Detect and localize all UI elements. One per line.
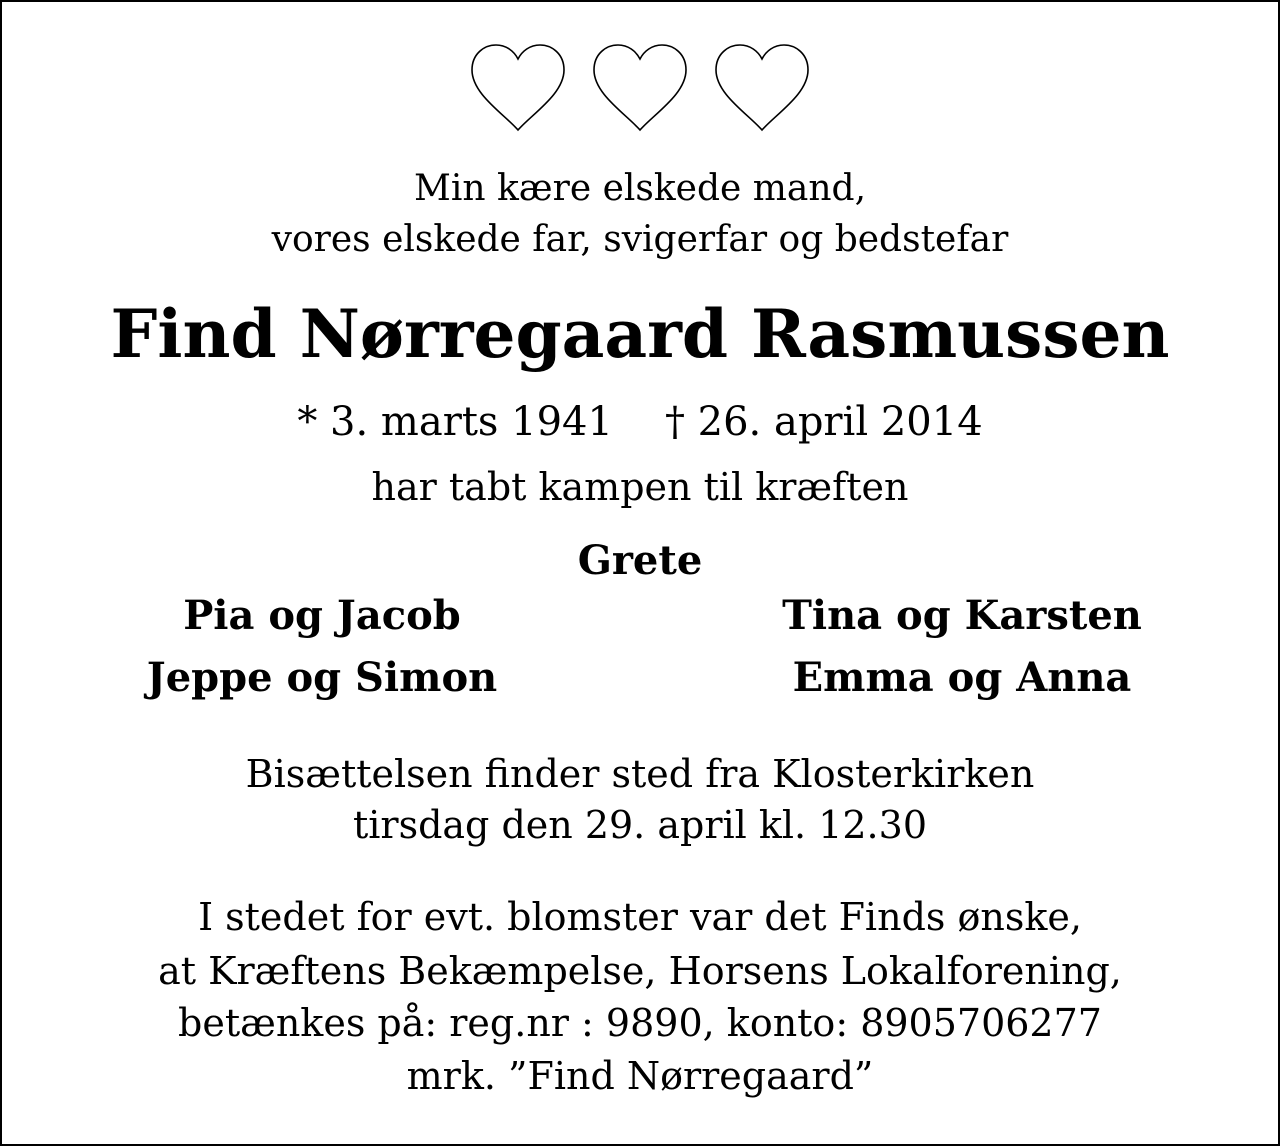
heart-outline-icon	[590, 42, 690, 134]
cause-note: har tabt kampen til kræften	[371, 465, 909, 509]
donation-line-3: betænkes på: reg.nr : 9890, konto: 8905706277	[178, 1001, 1102, 1045]
life-dates	[2, 396, 1278, 448]
intro-line-2: vores elskede far, svigerfar og bedstefar	[271, 219, 1009, 260]
death-date: † 26. april 2014	[664, 399, 983, 445]
family-left-1: Pia og Jacob	[183, 592, 461, 639]
funeral-time: tirsdag den 29. april kl. 12.30	[352, 803, 927, 847]
funeral-location: Bisættelsen finder sted fra Klosterkirken	[245, 752, 1035, 796]
donation-line-4: mrk. ”Find Nørregaard”	[406, 1054, 874, 1098]
intro-line-1: Min kære elskede mand,	[413, 168, 867, 209]
donation-line-2: at Kræftens Bekæmpelse, Horsens Lokalforening,	[158, 949, 1122, 993]
family-left-2: Jeppe og Simon	[146, 654, 498, 701]
family-right-2: Emma og Anna	[792, 654, 1132, 701]
deceased-name: Find Nørregaard Rasmussen	[110, 295, 1170, 373]
heart-outline-icon	[468, 42, 568, 134]
birth-date: * 3. marts 1941	[297, 399, 613, 445]
spouse-name: Grete	[577, 537, 703, 584]
hearts-row	[2, 42, 1278, 134]
donation-line-1: I stedet for evt. blomster var det Finds ønske,	[198, 895, 1082, 939]
heart-outline-icon	[712, 42, 812, 134]
family-right-1: Tina og Karsten	[782, 592, 1142, 639]
